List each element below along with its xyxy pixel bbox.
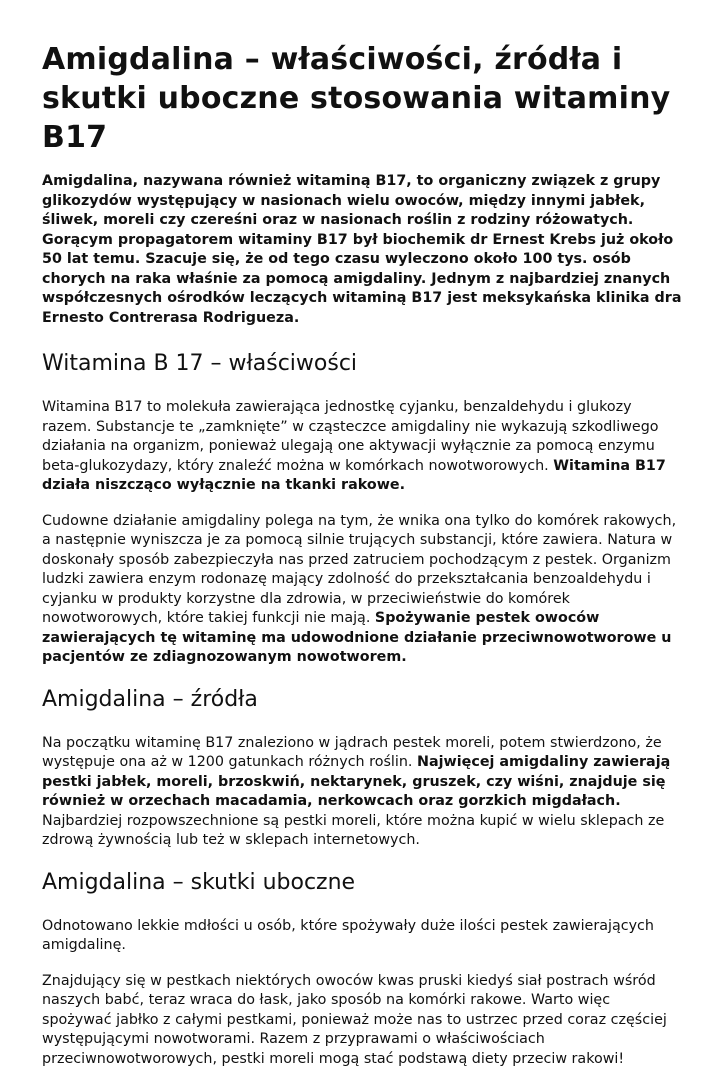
paragraph-bold-text: Najwięcej amigdaliny zawierają pestki jabłek, moreli, brzoskwiń, nektarynek, gruszek, czy wiśni, znajduje się również w orzechach macadamia, nerkowcach oraz gorzkich migdałach. [42,754,670,809]
intro-paragraph: Amigdalina, nazywana również witaminą B17, to organiczny związek z grupy glikozydów występujący w nasionach wielu owoców, między innymi jabłek, śliwek, moreli czy czereśni oraz w nasionach roślin z rodziny różowatych. Gorącym propagatorem witaminy B17 był biochemik dr Ernest Krebs już około 50 lat temu. Szacuje się, że od tego czasu wyleczono około 100 tys. osób chorych na raka właśnie za pomocą amigdaliny. Jednym z najbardziej znanych współczesnych ośrodków leczących witaminą B17 jest meksykańska klinika dra Ernesto Contrerasa Rodrigueza. [42,172,682,328]
paragraph-text: Najbardziej rozpowszechnione są pestki moreli, które można kupić w wielu sklepach ze zdrową żywnością lub też w sklepach internetowych. [42,813,664,849]
paragraph-text: Cudowne działanie amigdaliny polega na tym, że wnika ona tylko do komórek rakowych, a następnie wyniszcza je za pomocą silnie trujących substancji, które zawiera. Natura w doskonały sposób zabezpieczyła nas przed zatruciem pochodzącym z pestek. Organizm ludzki zawiera enzym rodonazę mający zdolność do przekształcania benzoaldehydu i cyjanku w produkty korzystne dla zdrowia, w przeciwieństwie do komórek nowotworowych, które takiej funkcji nie mają. [42,513,676,627]
side-effects-paragraph-2: Znajdujący się w pestkach niektórych owoców kwas pruski kiedyś siał postrach wśród naszych babć, teraz wraca do łask, jako sposób na komórki rakowe. Warto więc spożywać jabłko z całymi pestkami, ponieważ może nas to ustrzec przed coraz częściej występującymi nowotworami. Razem z przyprawami o właściwościach przeciwnowotworowych, pestki moreli mogą stać podstawą diety przeciw rakowi! [42,972,682,1069]
page-title: Amigdalina – właściwości, źródła i skutki uboczne stosowania witaminy B17 [42,40,682,157]
properties-paragraph-2 [42,512,682,668]
properties-paragraph-1 [42,398,682,496]
sources-paragraph-1 [42,734,682,851]
paragraph-bold-text: Witamina B17 działa niszcząco wyłącznie na tkanki rakowe. [42,458,666,494]
section-heading-properties: Witamina B 17 – właściwości [42,350,682,378]
side-effects-paragraph-1: Odnotowano lekkie mdłości u osób, które spożywały duże ilości pestek zawierających amigdalinę. [42,917,682,956]
paragraph-text: Witamina B17 to molekuła zawierająca jednostkę cyjanku, benzaldehydu i glukozy razem. Substancje te „zamknięte” w cząsteczce amigdaliny nie wykazują szkodliwego działania na organizm, ponieważ ulegają one aktywacji wyłącznie za pomocą enzymu beta-glukozydazy, który znaleźć można w komórkach nowotworowych. [42,399,659,474]
paragraph-bold-text: Spożywanie pestek owoców zawierających tę witaminę ma udowodnione działanie przeciwnowotworowe u pacjentów ze zdiagnozowanym nowotworem. [42,610,672,665]
section-heading-side-effects: Amigdalina – skutki uboczne [42,869,682,897]
paragraph-text: Na początku witaminę B17 znaleziono w jądrach pestek moreli, potem stwierdzono, że występuje ona aż w 1200 gatunkach różnych roślin. [42,735,662,771]
section-heading-sources: Amigdalina – źródła [42,686,682,714]
